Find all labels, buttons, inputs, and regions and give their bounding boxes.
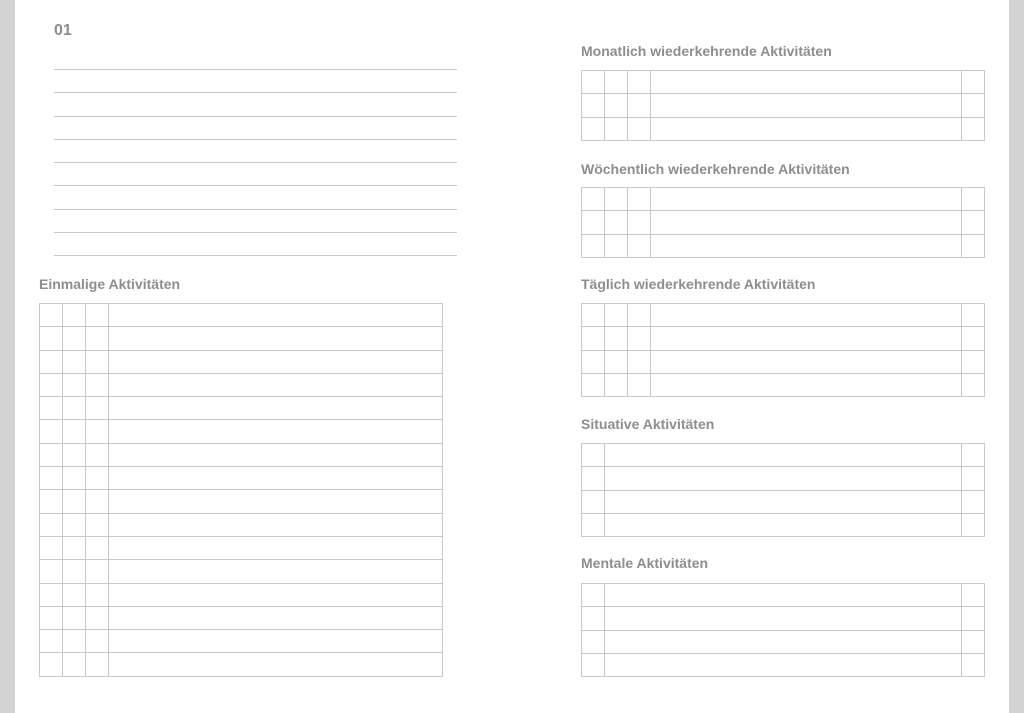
section-title-mental: Mentale Aktivitäten <box>581 555 709 571</box>
table-cell[interactable] <box>651 94 962 117</box>
table-cell[interactable] <box>961 304 984 327</box>
table-cell[interactable] <box>40 350 63 373</box>
table-cell[interactable] <box>962 607 985 630</box>
table-cell[interactable] <box>628 117 651 140</box>
table-row <box>40 536 443 559</box>
note-line[interactable] <box>54 232 457 233</box>
table-cell[interactable] <box>582 71 605 94</box>
table-cell[interactable] <box>628 94 651 117</box>
table-cell[interactable] <box>86 490 109 513</box>
table-cell[interactable] <box>582 188 605 211</box>
table-mental <box>581 583 985 677</box>
table-row <box>582 607 985 630</box>
table-row <box>582 444 985 467</box>
table-cell[interactable] <box>628 71 651 94</box>
table-row <box>40 583 443 606</box>
table-cell[interactable] <box>582 211 605 234</box>
table-cell[interactable] <box>40 443 63 466</box>
table-row <box>582 350 985 373</box>
table-cell[interactable] <box>962 490 985 513</box>
table-cell[interactable] <box>628 188 651 211</box>
table-cell[interactable] <box>63 583 86 606</box>
table-cell[interactable] <box>962 630 985 653</box>
table-cell[interactable] <box>40 373 63 396</box>
table-cell[interactable] <box>961 117 984 140</box>
section-title-einmalige: Einmalige Aktivitäten <box>39 276 181 292</box>
table-cell[interactable] <box>63 373 86 396</box>
table-cell[interactable] <box>63 397 86 420</box>
note-line[interactable] <box>54 162 457 163</box>
table-row <box>582 327 985 350</box>
table-cell[interactable] <box>40 583 63 606</box>
table-cell[interactable] <box>40 327 63 350</box>
table-cell[interactable] <box>582 467 605 490</box>
table-cell[interactable] <box>605 467 962 490</box>
table-row <box>582 94 985 117</box>
table-cell[interactable] <box>109 327 443 350</box>
table-cell[interactable] <box>961 188 984 211</box>
table-cell[interactable] <box>651 211 962 234</box>
table-cell[interactable] <box>628 304 651 327</box>
table-cell[interactable] <box>109 467 443 490</box>
table-row <box>40 513 443 536</box>
table-cell[interactable] <box>86 653 109 676</box>
section-title-monatlich: Monatlich wiederkehrende Aktivitäten <box>581 43 832 59</box>
table-cell[interactable] <box>86 560 109 583</box>
table-cell[interactable] <box>40 630 63 653</box>
table-cell[interactable] <box>86 304 109 327</box>
table-cell[interactable] <box>40 467 63 490</box>
table-row <box>40 443 443 466</box>
table-cell[interactable] <box>109 606 443 629</box>
table-cell[interactable] <box>651 234 962 257</box>
table-cell[interactable] <box>962 444 985 467</box>
table-cell[interactable] <box>86 443 109 466</box>
table-cell[interactable] <box>651 304 962 327</box>
table-cell[interactable] <box>109 373 443 396</box>
table-cell[interactable] <box>40 606 63 629</box>
table-cell[interactable] <box>605 117 628 140</box>
table-cell[interactable] <box>109 583 443 606</box>
table-cell[interactable] <box>605 304 628 327</box>
table-cell[interactable] <box>628 234 651 257</box>
table-row <box>582 71 985 94</box>
table-cell[interactable] <box>86 513 109 536</box>
table-row <box>40 653 443 676</box>
table-cell[interactable] <box>962 584 985 607</box>
table-cell[interactable] <box>40 304 63 327</box>
table-row <box>40 304 443 327</box>
planner-page <box>15 0 1009 713</box>
table-cell[interactable] <box>86 327 109 350</box>
table-row <box>582 211 985 234</box>
table-cell[interactable] <box>582 373 605 396</box>
section-title-woechentlich: Wöchentlich wiederkehrende Aktivitäten <box>581 161 850 177</box>
table-cell[interactable] <box>63 490 86 513</box>
table-cell[interactable] <box>40 513 63 536</box>
table-cell[interactable] <box>605 327 628 350</box>
table-cell[interactable] <box>961 234 984 257</box>
table-cell[interactable] <box>86 420 109 443</box>
table-cell[interactable] <box>109 630 443 653</box>
section-title-situativ: Situative Aktivitäten <box>581 416 715 432</box>
table-cell[interactable] <box>63 536 86 559</box>
note-line[interactable] <box>54 255 457 256</box>
table-situativ <box>581 443 985 537</box>
table-cell[interactable] <box>63 513 86 536</box>
table-cell[interactable] <box>109 490 443 513</box>
table-row <box>582 467 985 490</box>
table-cell[interactable] <box>651 188 962 211</box>
table-row <box>582 584 985 607</box>
table-cell[interactable] <box>63 653 86 676</box>
table-cell[interactable] <box>86 536 109 559</box>
table-row <box>40 560 443 583</box>
table-cell[interactable] <box>40 397 63 420</box>
table-cell[interactable] <box>605 444 962 467</box>
table-row <box>582 513 985 536</box>
note-line[interactable] <box>54 69 457 70</box>
table-cell[interactable] <box>63 560 86 583</box>
table-cell[interactable] <box>605 211 628 234</box>
table-cell[interactable] <box>582 630 605 653</box>
table-cell[interactable] <box>582 653 605 676</box>
table-cell[interactable] <box>605 71 628 94</box>
table-cell[interactable] <box>961 327 984 350</box>
table-row <box>582 188 985 211</box>
table-row <box>582 117 985 140</box>
table-row <box>582 234 985 257</box>
table-cell[interactable] <box>109 420 443 443</box>
table-cell[interactable] <box>628 211 651 234</box>
table-cell[interactable] <box>961 94 984 117</box>
table-cell[interactable] <box>109 443 443 466</box>
page-number: 01 <box>54 22 72 39</box>
table-cell[interactable] <box>86 350 109 373</box>
table-cell[interactable] <box>605 188 628 211</box>
note-lines <box>54 69 457 279</box>
table-cell[interactable] <box>605 630 962 653</box>
table-cell[interactable] <box>109 513 443 536</box>
table-cell[interactable] <box>582 234 605 257</box>
table-row <box>40 490 443 513</box>
table-einmalige <box>39 303 443 677</box>
table-cell[interactable] <box>63 630 86 653</box>
table-cell[interactable] <box>40 490 63 513</box>
table-cell[interactable] <box>605 653 962 676</box>
note-line[interactable] <box>54 92 457 93</box>
table-row <box>40 630 443 653</box>
table-row <box>40 373 443 396</box>
note-line[interactable] <box>54 185 457 186</box>
table-cell[interactable] <box>109 350 443 373</box>
table-cell[interactable] <box>961 211 984 234</box>
table-cell[interactable] <box>651 71 962 94</box>
table-cell[interactable] <box>651 117 962 140</box>
table-cell[interactable] <box>605 234 628 257</box>
table-cell[interactable] <box>63 467 86 490</box>
table-cell[interactable] <box>109 536 443 559</box>
section-title-taeglich: Täglich wiederkehrende Aktivitäten <box>581 276 816 292</box>
table-cell[interactable] <box>86 373 109 396</box>
table-monatlich <box>581 70 985 141</box>
table-cell[interactable] <box>582 94 605 117</box>
table-cell[interactable] <box>582 117 605 140</box>
table-row <box>40 467 443 490</box>
table-cell[interactable] <box>605 94 628 117</box>
table-cell[interactable] <box>628 373 651 396</box>
table-cell[interactable] <box>582 513 605 536</box>
table-cell[interactable] <box>63 304 86 327</box>
table-row <box>40 327 443 350</box>
note-line[interactable] <box>54 116 457 117</box>
table-cell[interactable] <box>651 373 962 396</box>
table-woechentlich <box>581 187 985 258</box>
table-cell[interactable] <box>86 467 109 490</box>
table-cell[interactable] <box>962 653 985 676</box>
table-cell[interactable] <box>86 606 109 629</box>
table-cell[interactable] <box>40 560 63 583</box>
table-row <box>582 653 985 676</box>
table-cell[interactable] <box>628 327 651 350</box>
table-cell[interactable] <box>605 584 962 607</box>
table-taeglich <box>581 303 985 397</box>
table-cell[interactable] <box>582 350 605 373</box>
table-row <box>582 490 985 513</box>
table-cell[interactable] <box>605 607 962 630</box>
table-cell[interactable] <box>40 653 63 676</box>
table-cell[interactable] <box>605 373 628 396</box>
table-row <box>40 420 443 443</box>
table-cell[interactable] <box>109 397 443 420</box>
table-cell[interactable] <box>605 490 962 513</box>
table-cell[interactable] <box>109 653 443 676</box>
table-cell[interactable] <box>961 373 984 396</box>
table-row <box>582 630 985 653</box>
table-cell[interactable] <box>86 397 109 420</box>
table-cell[interactable] <box>605 513 962 536</box>
note-line[interactable] <box>54 139 457 140</box>
table-cell[interactable] <box>40 536 63 559</box>
table-cell[interactable] <box>651 327 962 350</box>
table-cell[interactable] <box>582 304 605 327</box>
table-cell[interactable] <box>63 606 86 629</box>
table-cell[interactable] <box>582 327 605 350</box>
table-cell[interactable] <box>961 71 984 94</box>
table-cell[interactable] <box>109 304 443 327</box>
table-cell[interactable] <box>582 584 605 607</box>
table-cell[interactable] <box>605 350 628 373</box>
table-cell[interactable] <box>40 420 63 443</box>
table-cell[interactable] <box>63 443 86 466</box>
table-cell[interactable] <box>961 350 984 373</box>
table-cell[interactable] <box>109 560 443 583</box>
table-cell[interactable] <box>63 350 86 373</box>
table-cell[interactable] <box>86 583 109 606</box>
table-row <box>582 304 985 327</box>
table-cell[interactable] <box>962 513 985 536</box>
table-row <box>40 397 443 420</box>
table-cell[interactable] <box>651 350 962 373</box>
table-cell[interactable] <box>63 420 86 443</box>
table-cell[interactable] <box>63 327 86 350</box>
table-row <box>582 373 985 396</box>
table-cell[interactable] <box>628 350 651 373</box>
table-cell[interactable] <box>962 467 985 490</box>
table-row <box>40 606 443 629</box>
table-cell[interactable] <box>582 607 605 630</box>
table-cell[interactable] <box>582 490 605 513</box>
table-cell[interactable] <box>582 444 605 467</box>
note-line[interactable] <box>54 209 457 210</box>
table-row <box>40 350 443 373</box>
table-cell[interactable] <box>86 630 109 653</box>
